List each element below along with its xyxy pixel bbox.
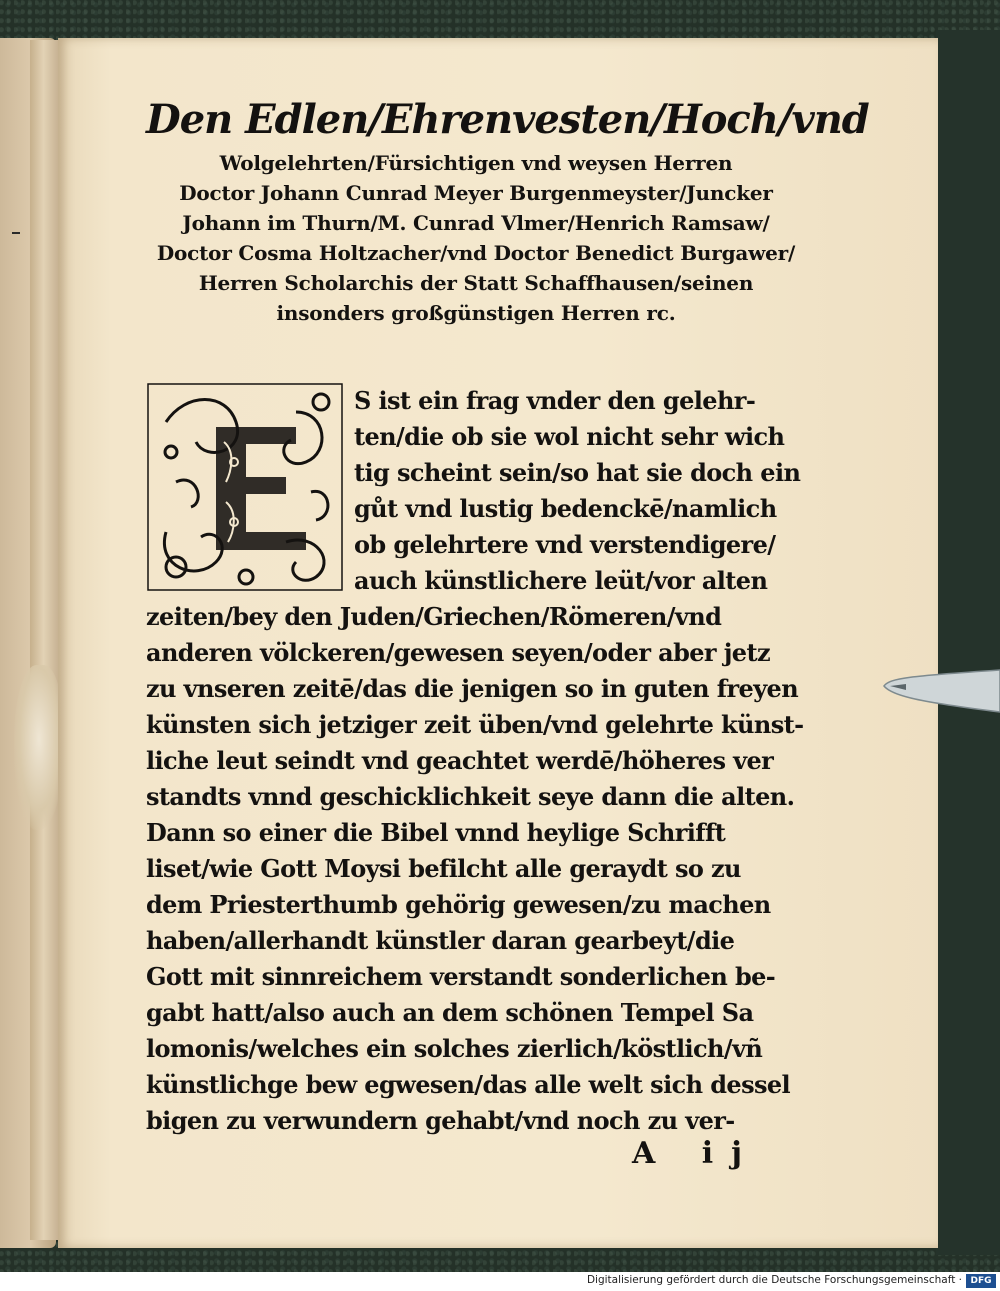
body-line: Dann so einer die Bibel vnnd heylige Schrifft [146, 818, 726, 847]
body-line: gůt vnd lustig bedenckē/namlich [354, 494, 777, 523]
pointer-stylus-icon [880, 664, 1000, 719]
dedication-line: Doctor Johann Cunrad Meyer Burgenmeyster/Juncker [179, 181, 773, 205]
body-line: liche leut seindt vnd geachtet werdē/höheres ver [146, 746, 774, 775]
dedication-line: Wolgelehrten/Fürsichtigen vnd weysen Herren [219, 151, 733, 175]
dedication-line: insonders großgünstigen Herren rc. [276, 301, 676, 325]
body-line: liset/wie Gott Moysi befilcht alle geraydt so zu [146, 854, 741, 883]
body-line: ob gelehrtere vnd verstendigere/ [354, 530, 776, 559]
dedication-line: Herren Scholarchis der Statt Schaffhausen/seinen [198, 271, 754, 295]
footer-credit: Digitalisierung gefördert durch die Deutsche Forschungsgemeinschaft · [586, 1274, 962, 1286]
paper-damage [14, 665, 64, 830]
dedication-heading [146, 92, 869, 328]
body-line: gabt hatt/also auch an dem schönen Tempel Sa [146, 998, 754, 1027]
body-line: dem Priesterthumb gehörig gewesen/zu machen [146, 890, 771, 919]
dfg-logo: DFG [966, 1274, 996, 1288]
body-line: haben/allerhandt künstler daran gearbeyt/die [146, 926, 735, 955]
body-line: tig scheint sein/so hat sie doch ein [354, 458, 801, 487]
dedication-line: Johann im Thurn/M. Cunrad Vlmer/Henrich Ramsaw/ [182, 211, 770, 235]
body-line: künstlichge bew egwesen/das alle welt sich dessel [146, 1070, 791, 1099]
dedication-line: Doctor Cosma Holtzacher/vnd Doctor Benedict Burgawer/ [156, 241, 796, 265]
body-line: Gott mit sinnreichem verstandt sonderlichen be- [146, 962, 776, 991]
text-block [146, 92, 869, 1135]
body-line: anderen völckeren/gewesen seyen/oder aber jetz [146, 638, 770, 667]
body-line: S ist ein frag vnder den gelehr- [354, 386, 756, 415]
page-signature: A ij [632, 1136, 760, 1171]
margin-mark [12, 232, 20, 234]
footer-bar [0, 1272, 1000, 1291]
body-line: zeiten/bey den Juden/Griechen/Römeren/vnd [146, 602, 722, 631]
body-line: ten/die ob sie wol nicht sehr wich [354, 422, 785, 451]
dedication-line: Den Edlen/Ehrenvesten/Hoch/vnd [146, 96, 869, 143]
body-line: bigen zu verwundern gehabt/vnd noch zu ver- [146, 1106, 735, 1135]
decorated-initial [146, 382, 344, 592]
right-binding [936, 30, 1000, 1255]
body-line: zu vnseren zeitē/das die jenigen so in guten freyen [146, 674, 799, 703]
initial-letter: E [146, 382, 147, 383]
body-line: lomonis/welches ein solches zierlich/köstlich/vñ [146, 1034, 763, 1063]
body-line: standts vnnd geschicklichkeit seye dann die alten. [146, 782, 795, 811]
body-line: auch künstlichere leüt/vor alten [354, 566, 768, 595]
body-line: künsten sich jetziger zeit üben/vnd gelehrte künst- [146, 710, 804, 739]
